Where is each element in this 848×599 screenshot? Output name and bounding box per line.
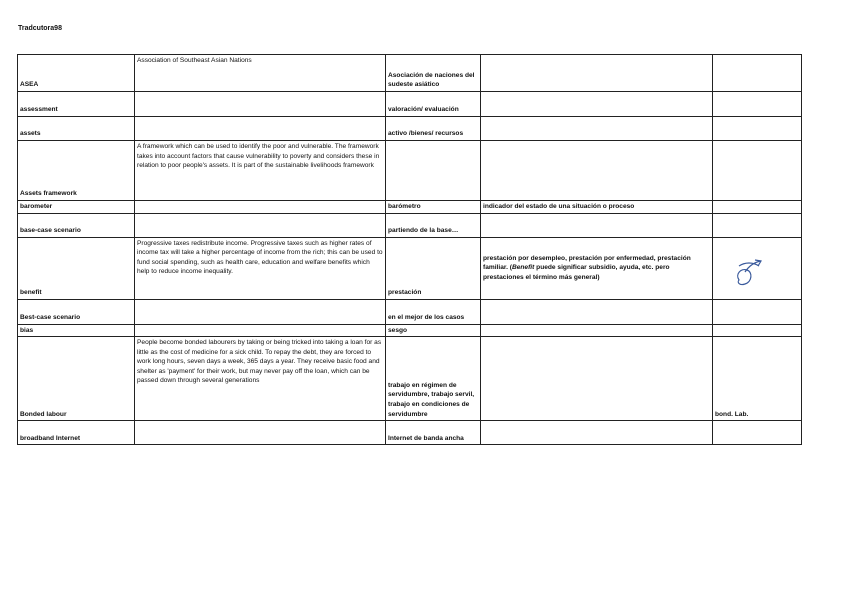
table-row (18, 201, 802, 214)
term-cell: assessment (18, 92, 135, 117)
extra-cell (713, 421, 802, 445)
spanish-cell: Asociación de naciones del sudeste asiático (386, 55, 481, 92)
table-row (18, 213, 802, 237)
notes-cell (481, 299, 713, 324)
extra-cell (713, 55, 802, 92)
extra-cell (713, 299, 802, 324)
spanish-cell: activo /bienes/ recursos (386, 117, 481, 141)
extra-cell (713, 117, 802, 141)
table-row (18, 117, 802, 141)
term-cell: assets (18, 117, 135, 141)
notes-italic-term: Benefit (511, 264, 535, 272)
term-cell: Assets framework (18, 141, 135, 201)
extra-cell: bond. Lab. (713, 337, 802, 421)
table-row (18, 92, 802, 117)
notes-cell: indicador del estado de una situación o proceso (481, 201, 713, 214)
term-cell: base-case scenario (18, 213, 135, 237)
table-row (18, 299, 802, 324)
spanish-cell: barómetro (386, 201, 481, 214)
term-cell: barometer (18, 201, 135, 214)
notes-tail: puede significar subsidio, ayuda, etc. pero prestaciones el término más general) (483, 264, 670, 281)
definition-cell (135, 201, 386, 214)
table-row (18, 55, 802, 92)
term-cell: Best-case scenario (18, 299, 135, 324)
definition-cell: A framework which can be used to identify the poor and vulnerable. The framework takes into account factors that cause vulnerability to poverty and considers these in relation to poor people's assets. It is part of the sustainable livelihoods framework (135, 141, 386, 201)
definition-cell: Association of Southeast Asian Nations (135, 55, 386, 92)
notes-cell (481, 141, 713, 201)
definition-cell (135, 324, 386, 337)
notes-text: prestación por desempleo, prestación por enfermedad, prestación familiar. (483, 254, 691, 272)
notes-cell (481, 55, 713, 92)
extra-cell (713, 324, 802, 337)
spanish-cell: sesgo (386, 324, 481, 337)
extra-cell (713, 237, 802, 299)
table-row (18, 337, 802, 421)
spanish-cell: valoración/ evaluación (386, 92, 481, 117)
spanish-cell: Internet de banda ancha (386, 421, 481, 445)
extra-cell (713, 213, 802, 237)
definition-cell (135, 299, 386, 324)
definition-cell: Progressive taxes redistribute income. Progressive taxes such as higher rates of income tax will take a higher percentage of income from the rich; this can be used to fund social spending, such as health care, education and welfare benefits which help to reduce income inequality. (135, 237, 386, 299)
glossary-table (17, 54, 802, 445)
handwritten-scribble-icon (733, 256, 767, 290)
term-cell: Bonded labour (18, 337, 135, 421)
spanish-cell: trabajo en régimen de servidumbre, trabajo servil, trabajo en condiciones de servidumbre (386, 337, 481, 421)
extra-cell (713, 141, 802, 201)
term-cell: bias (18, 324, 135, 337)
term-cell: ASEA (18, 55, 135, 92)
notes-cell (481, 117, 713, 141)
definition-cell (135, 421, 386, 445)
extra-cell (713, 92, 802, 117)
table-row (18, 141, 802, 201)
extra-cell (713, 201, 802, 214)
notes-cell (481, 92, 713, 117)
notes-cell (481, 324, 713, 337)
notes-cell (481, 337, 713, 421)
definition-cell: People become bonded labourers by taking or being tricked into taking a loan for as little as the cost of medicine for a sick child. To repay the debt, they are forced to work long hours, seven days a week, 365 days a year. They receive basic food and shelter as 'payment' for their work, but may never pay off the loan, which can be passed down through several generations (135, 337, 386, 421)
table-row (18, 237, 802, 299)
term-cell: benefit (18, 237, 135, 299)
spanish-cell (386, 141, 481, 201)
term-cell: broadband Internet (18, 421, 135, 445)
definition-cell (135, 92, 386, 117)
spanish-cell: partiendo de la base… (386, 213, 481, 237)
spanish-cell: en el mejor de los casos (386, 299, 481, 324)
definition-cell (135, 117, 386, 141)
table-row (18, 421, 802, 445)
notes-cell (481, 213, 713, 237)
document-title: Tradcutora98 (18, 25, 62, 32)
definition-cell (135, 213, 386, 237)
notes-cell (481, 421, 713, 445)
spanish-cell: prestación (386, 237, 481, 299)
table-row (18, 324, 802, 337)
notes-cell: prestación por desempleo, prestación por enfermedad, prestación familiar. (Benefit puede significar subsidio, ayuda, etc. pero prestaciones el término más general) (481, 237, 713, 299)
